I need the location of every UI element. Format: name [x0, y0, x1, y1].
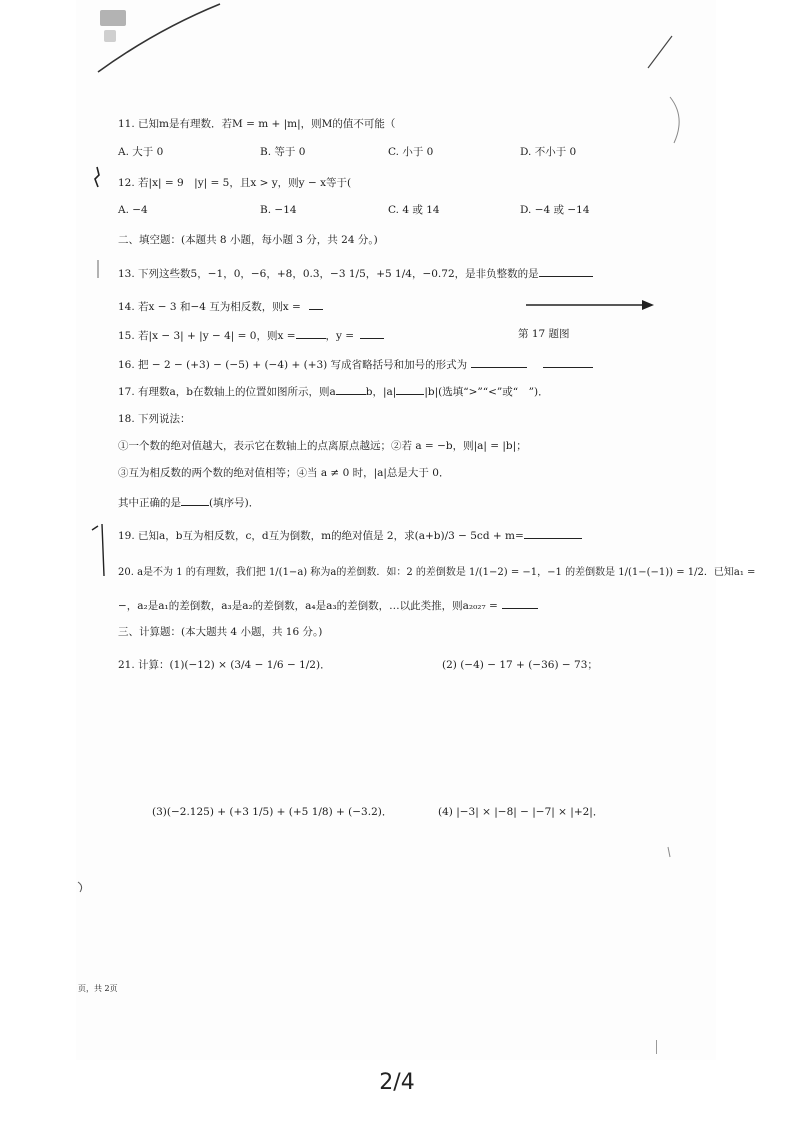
- section-2-heading: 二、填空题：(本题共 8 小题，每小题 3 分，共 24 分。): [118, 234, 378, 246]
- question-17-tail: |b|(选填“>”“<”或“ ”)．: [424, 386, 549, 398]
- pen-mark-left-q13: [94, 258, 102, 280]
- question-13-answer-blank: [539, 266, 593, 277]
- question-11-option-a: A. 大于 0: [118, 146, 164, 158]
- scanned-exam-page: [76, 0, 756, 1060]
- question-14-answer-blank: [309, 299, 323, 310]
- figure-17-caption: 第 17 题图: [518, 328, 570, 340]
- pen-mark-left-q12: [92, 165, 102, 189]
- question-18-answer-blank: [181, 495, 209, 506]
- question-21-part-4: (4) |−3| × |−8| − |−7| × |+2|．: [438, 806, 604, 818]
- question-11-stem: 11. 已知m是有理数．若M = m + |m|，则M的值不可能（: [118, 118, 396, 130]
- pen-mark-left-bottom: [76, 880, 86, 894]
- pen-mark-left-q19: [90, 520, 110, 580]
- scan-smudge-top-left: [100, 10, 126, 26]
- scan-line-right: [656, 1040, 657, 1054]
- question-17-mid: b，|a|: [365, 386, 397, 398]
- question-12-option-d: D. −4 或 −14: [520, 204, 590, 216]
- question-18-answer-tail: (填序号)．: [209, 497, 260, 509]
- pen-stroke-top-right: [646, 32, 676, 72]
- number-line-figure: [524, 298, 656, 312]
- pen-mark-right-side: [664, 845, 674, 859]
- question-13-text: 13. 下列这些数5，−1，0，−6，+8，0.3，−3 1/5，+5 1/4，−0.72，是非负整数的是: [118, 268, 539, 280]
- question-13: [118, 266, 593, 281]
- question-14: [118, 299, 323, 314]
- question-16-text: 16. 把 − 2 − (+3) − (−5) + (−4) + (+3) 写成省略括号和加号的形式为: [118, 359, 468, 371]
- question-12-option-c: C. 4 或 14: [388, 204, 440, 216]
- scan-smudge-top-left-2: [104, 30, 116, 42]
- question-15-y-label: ，y =: [325, 330, 355, 342]
- question-21-part-3: (3)(−2.125) + (+3 1/5) + (+5 1/8) + (−3.2)．: [152, 806, 393, 818]
- question-11-option-c: C. 小于 0: [388, 146, 434, 158]
- question-14-text: 14. 若x − 3 和−4 互为相反数，则x =: [118, 301, 301, 313]
- question-11-option-d: D. 不小于 0: [520, 146, 577, 158]
- question-20-answer-blank: [502, 598, 538, 609]
- page-number: 2/4: [379, 1070, 415, 1095]
- question-12-stem: 12. 若|x| = 9 |y| = 5，且x > y，则y − x等于(: [118, 177, 352, 189]
- pen-stroke-right-curve: [666, 95, 691, 145]
- question-17: [118, 384, 549, 399]
- question-12-option-a: A. −4: [118, 204, 148, 216]
- page-count-note: 页，共 2页: [78, 984, 118, 993]
- question-16-answer-blank-2: [543, 357, 593, 368]
- question-20-line-1: 20. a是不为 1 的有理数，我们把 1/(1−a) 称为a的差倒数．如：2 的差倒数是 1/(1−2) = −1，−1 的差倒数是 1/(1−(−1)) = 1/2．已知a₁ =: [118, 567, 756, 578]
- question-11-option-b: B. 等于 0: [260, 146, 306, 158]
- question-19-answer-blank: [524, 528, 582, 539]
- question-20-line-2-text: −，a₂是a₁的差倒数，a₃是a₂的差倒数，a₄是a₃的差倒数，…以此类推，则a₂₀₂₇ =: [118, 600, 498, 612]
- question-21-part-2: (2) (−4) − 17 + (−36) − 73；: [442, 659, 598, 671]
- question-21-part-1: 21. 计算：(1)(−12) × (3/4 − 1/6 − 1/2)．: [118, 659, 331, 671]
- question-18-answer: [118, 495, 259, 510]
- question-15-text: 15. 若|x − 3| + |y − 4| = 0，则x =: [118, 330, 296, 342]
- question-17-text: 17. 有理数a，b在数轴上的位置如图所示，则a: [118, 386, 336, 398]
- question-18-statement-3-4: ③互为相反数的两个数的绝对值相等；④当 a ≠ 0 时，|a|总是大于 0．: [118, 467, 450, 479]
- question-15-x-blank: [296, 328, 326, 339]
- question-18-answer-label: 其中正确的是: [118, 497, 181, 509]
- question-19-text: 19. 已知a，b互为相反数，c，d互为倒数，m的绝对值是 2，求(a+b)/3 − 5cd + m=: [118, 530, 524, 542]
- question-16-answer-blank-1: [471, 357, 527, 368]
- question-19: [118, 528, 582, 543]
- number-line-arrow-icon: [642, 300, 654, 310]
- section-3-heading: 三、计算题：(本大题共 4 小题，共 16 分。): [118, 626, 323, 638]
- question-12-option-b: B. −14: [260, 204, 297, 216]
- question-18-title: 18. 下列说法：: [118, 413, 191, 425]
- question-17-blank-2: [396, 384, 424, 395]
- question-15-y-blank: [360, 328, 384, 339]
- question-15: [118, 328, 384, 343]
- question-16: [118, 357, 593, 372]
- question-18-statement-1-2: ①一个数的绝对值越大，表示它在数轴上的点离原点越远；②若 a = −b，则|a| = |b|；: [118, 440, 527, 452]
- question-17-blank-1: [336, 384, 366, 395]
- question-20-line-2: [118, 598, 538, 613]
